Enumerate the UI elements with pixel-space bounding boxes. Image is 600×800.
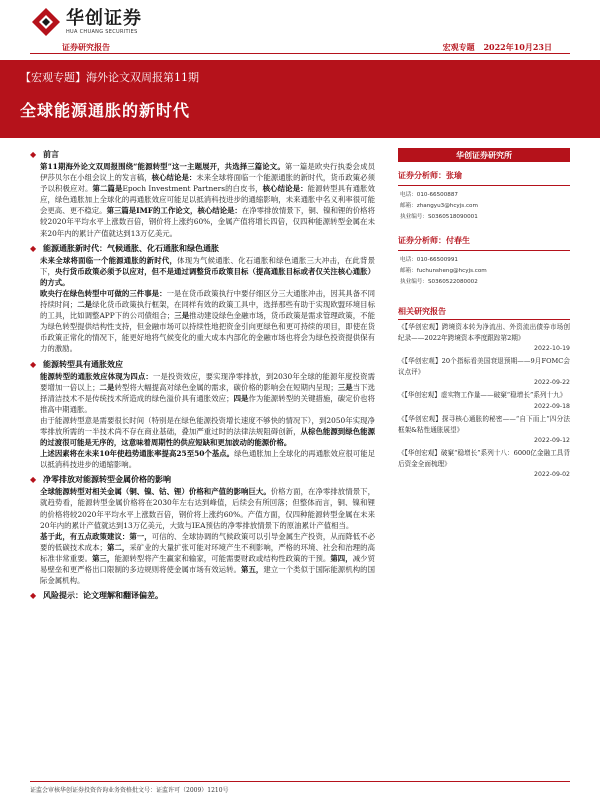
report-header [0,0,600,60]
emphasis-text: 基于此，有五点政策建议： [40,531,130,541]
emphasis-text: 三是 [337,382,353,392]
analyst-cert: 执业编号：S0360522080002 [400,279,478,285]
paragraph-text: 采矿业的大量扩张可能对环境产生不利影响，严格的环境、社会和治理的高标准非常重要。 [40,542,375,563]
diamond-bullet-icon: ◆ [30,358,37,369]
header-meta [437,42,552,53]
section-heading-text: 能源通胀新时代：气候通胀、化石通胀和绿色通胀 [43,242,219,253]
section-heading-text: 净零排放对能源转型金属价格的影响 [43,474,171,485]
emphasis-text: 第四， [330,553,353,563]
emphasis-text: 四是 [233,393,249,403]
paragraph-text: 建立一个类似于国际能源机构的国际金属机构。 [40,565,375,586]
report-category: 宏观专题 [442,42,475,52]
paragraph-text: 一是投资效应，要实现净零排放，到2030年全球的能源年度投资需要增加一倍以上； [40,371,375,392]
section-heading [30,242,375,255]
emphasis-text: 第11期海外论文双周报围绕“能源转型”这一主题展开，共选择三篇论文。 [40,162,285,171]
related-report-link[interactable]: 《【华创宏观】探寻核心通胀的秘密——“自下而上”四分法框架&粘性通胀展望》 [398,414,570,434]
body-paragraph [40,371,375,415]
paragraph-text: 第一篇是欧央行执委会成员伊莎贝尔在小组会议上的发言稿， [40,162,375,183]
related-report-link[interactable]: 《【华创宏观】破窠“稳增长”系列十八：6000亿金融工具背后资金全面梳理》 [398,449,570,468]
body-paragraph [40,448,375,470]
paragraph-text: 转型将大幅提高对绿色金属的需求，碳价格的影响会在短期内呈现； [114,382,338,392]
emphasis-text: 能源转型的通胀效应体现为四点： [40,371,153,381]
emphasis-text: 未来全球将面临一个能源通胀的新时代， [40,255,178,265]
report-title: 全球能源通胀的新时代 [20,101,191,120]
paragraph-text: 绿色通胀加上全球化的再通胀效应很可能足以抵消科技进步的通缩影响。 [40,449,375,470]
analyst-divider [398,185,570,186]
related-divider [398,319,570,320]
related-report-link[interactable]: 《【华创宏观】20个指标看美国衰退预期——9月FOMC会议点评》 [398,357,570,376]
diamond-bullet-icon: ◆ [30,149,37,159]
section-heading [30,589,375,602]
related-report-link[interactable]: 《【华创宏观】跨境资本转为净流出、外资流出债券市场创纪录——2022年跨境资本季度跟踪第2期》 [398,323,570,342]
research-institute-header: 华创证券研究所 [398,148,570,162]
logo-chinese-name: 华创证券 [66,7,142,29]
paragraph-text: 能源转型将产生赢家和输家，可能需要财政或结构性政策的干预。 [114,553,331,563]
paragraph-text: 推动建设绿色金融市场，货币政策是需求管理政策，不能为绿色转型提供结构性支持，但金融市场可以持续性地把资金引向更绿色和更可持续的项目，即使在货币政策正常化的情况下，能更好地将气候变化的重大成本内部化的金融市场也将会为绿色投资提供保有力的激励。 [40,311,375,354]
diamond-bullet-icon: ◆ [30,474,37,485]
related-report-date: 2022-10-19 [534,345,570,353]
paragraph-text: 一是在货币政策执行中要仔细区分三大通胀冲击，因其具备不同持续时间； [40,288,375,310]
paragraph-text: Epoch Investment Partners的白皮书， [122,184,263,194]
emphasis-text: 二是 [77,300,93,310]
paragraph-text: 减少贸易壁垒和更严格出口限制的多边规则将使金属市场有效运转。 [40,553,375,574]
paragraph-text: 能源转型具有通胀效应，绿色通胀加上全球化的再通胀效应可能足以抵消科技进步的通缩影响，未来通胀中名义利率很可能会更高、更不稳定。 [40,184,375,216]
footer-divider [30,781,570,782]
related-reports-title: 相关研究报告 [398,306,446,316]
report-subtitle: 【宏观专题】海外论文双周报第11期 [20,71,199,84]
section-heading-text: 能源转型具有通胀效应 [43,358,123,369]
paragraph-text: 由于能源转型意是需要很长时间（特别是在绿色能源投资增长速度不够快的情况下），到2050年实现净零排放所需的一半技术尚不存在商业基础，叠加严重过时的法律法规阻碍创新， [40,415,375,436]
emphasis-text: 第三篇是IMF的工作论文，核心结论是： [106,206,242,216]
title-banner [0,60,600,138]
section-heading-text: 前言 [43,149,59,159]
logo-english-name: HUA CHUANG SECURITIES [66,28,138,35]
paragraph-text: 当下选择清洁技术不是传统技术所造成的绿色溢价具有通胀效应； [40,382,375,403]
emphasis-text: 二是 [99,382,115,392]
emphasis-text: 第一， [129,531,152,541]
diamond-bullet-icon: ◆ [30,590,37,601]
emphasis-text: 第二篇是 [92,184,123,194]
related-report-link[interactable]: 《【华创宏观】虚实物工作量——破窠“稳增长”系列十九》 [398,391,567,400]
body-paragraph [40,161,375,239]
paragraph-text: 未来全球将面临一个能源通胀的新时代，货币政策必须予以积极应对。 [40,173,375,194]
paragraph-text: 绿化货币政策执行框架，在同样有效的政策工具中，选择那些有助于实现欧盟环境目标的工具，比如调整APP下的公司债组合； [40,300,375,321]
paragraph-text: 可信的、全球协调的气候政策可以引导金属生产投资，从而降低不必要的低碳技术成本； [40,531,375,552]
analyst-name: 证券分析师：张瑜 [398,170,462,180]
body-paragraph [40,288,375,355]
emphasis-text: 央行货币政策必须予以应对，但不是通过调整货币政策目标（提高通胀目标或者仅关注核心通胀）的方式。 [40,266,375,287]
emphasis-text: 核心结论是： [262,184,308,194]
emphasis-text: 欧央行在绿色转型中可做的三件事是： [40,288,167,298]
section-heading-text: 风险提示：论文理解和翻译偏差。 [43,590,163,601]
emphasis-text: 全球能源转型对相关金属（铜、镍、钴、锂）价格和产值的影响巨大。 [40,487,271,497]
body-paragraph [40,415,375,448]
body-paragraph [40,255,375,288]
paragraph-text: 在净零排放情景下，铜、镍和锂的价格将较2020年平均水平上涨数百倍，钢价将上涨约60%，金属产值将增长四倍，仅四种能源转型金属在未来20年内的累计产值就达到13万亿美元。 [40,206,375,238]
analyst-email: 邮箱：zhangyu3@hcyjs.com [400,203,478,209]
sidebar [398,148,570,480]
related-reports-list [398,322,570,480]
emphasis-text: 从棕色能源到绿色能源的过渡很可能是无序的，这意味着周期性的供应短缺和更加波动的能源价格。 [40,426,375,448]
emphasis-text: 第五， [241,565,264,574]
analyst-email: 邮箱：fuchunsheng@hcyjs.com [400,268,487,274]
related-report-date: 2022-09-22 [534,379,570,387]
analyst-name: 证券分析师：付春生 [398,235,470,245]
footer-license: 证监会审核华创证券投资咨询业务资格批文号：证监许可（2009）1210号 [30,787,229,794]
section-heading [30,358,375,371]
related-report-date: 2022-09-02 [534,471,570,479]
related-report-date: 2022-09-18 [534,402,570,410]
section-heading [30,148,375,161]
emphasis-text: 三是 [174,311,190,321]
body-paragraph [40,486,375,530]
analyst-divider [398,250,570,251]
paragraph-text: 体现为气候通胀、化石通胀和绿色通胀三大冲击，在此背景下， [40,255,375,276]
analyst-phone: 电话：010-66500991 [400,257,458,263]
emphasis-text: 上述因素将在未来10年使趋势通胀率提高25至50个基点。 [40,449,235,459]
body-paragraph [40,531,375,586]
section-heading [30,473,375,486]
header-divider [30,53,570,54]
diamond-bullet-icon: ◆ [30,242,37,253]
company-logo [30,6,142,38]
main-content [30,148,375,605]
analyst-phone: 电话：010-66500887 [400,192,458,198]
logo-mark-icon [30,6,62,38]
emphasis-text: 第二， [106,542,130,552]
emphasis-text: 第三， [92,553,115,563]
report-date: 2022年10月23日 [483,42,552,52]
emphasis-text: 核心结论是： [151,173,197,183]
related-report-date: 2022-09-12 [534,437,570,445]
report-type: 证券研究报告 [62,42,110,52]
paragraph-text: 作为能源转型的关键措施，碳定价也将推高中期通胀。 [40,393,375,414]
paragraph-text: 价格方面，在净零排放情景下，就趋势看，能源转型金属价格将在2030年左右达到峰值，后续会有所回落；但整体而言，铜、镍和锂的价格将较2020年平均水平上涨数百倍，钢价将上涨约60%。产值方面，仅四种能源转型金属在未来20年内的累计产值就达到13万亿美元，大致与IEA预估的净零排放情景下的原油累计产值相当。 [40,487,375,530]
analyst-cert: 执业编号：S0360518090001 [400,214,478,220]
